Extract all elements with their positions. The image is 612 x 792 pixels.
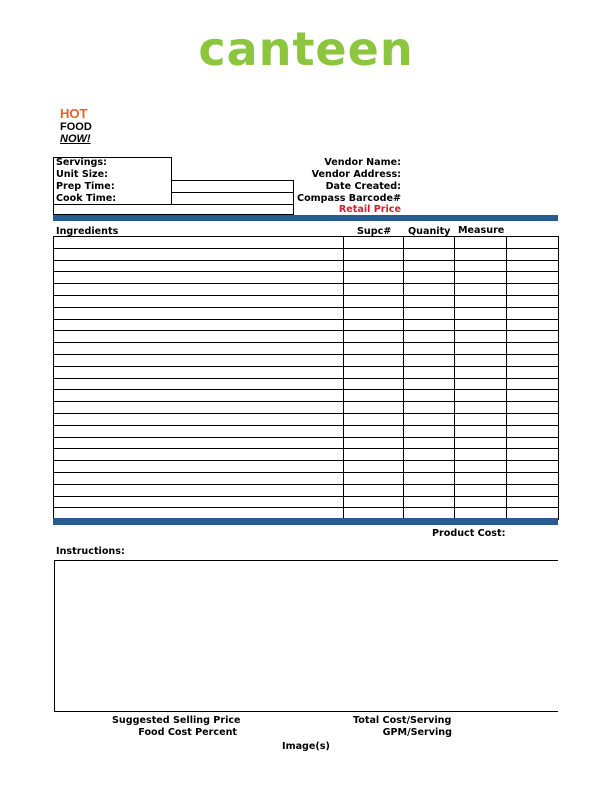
table-row (54, 425, 559, 437)
table-cell[interactable] (507, 378, 559, 390)
table-cell[interactable] (507, 425, 559, 437)
hot-food-logo-line-hot: HOT (60, 106, 88, 121)
table-cell[interactable] (344, 425, 404, 437)
compass-barcode-label: Compass Barcode# (297, 193, 401, 204)
vendor-name-label: Vendor Name: (324, 157, 401, 168)
table-cell[interactable] (404, 413, 455, 425)
table-cell[interactable] (404, 472, 455, 484)
table-row (54, 390, 559, 402)
table-cell[interactable] (344, 390, 404, 402)
table-cell[interactable] (344, 402, 404, 414)
table-cell[interactable] (507, 319, 559, 331)
table-row (54, 354, 559, 366)
measure-header: Measure (458, 225, 505, 236)
table-cell[interactable] (344, 260, 404, 272)
product-cost-label: Product Cost: (432, 528, 506, 539)
table-cell[interactable] (344, 378, 404, 390)
table-row (54, 343, 559, 355)
table-cell[interactable] (507, 496, 559, 508)
total-cost-serving-label: Total Cost/Serving (353, 715, 452, 726)
table-row (54, 260, 559, 272)
table-row (54, 248, 559, 260)
instructions-box[interactable] (54, 560, 558, 712)
table-cell[interactable] (344, 237, 404, 249)
unit-size-label: Unit Size: (56, 169, 108, 180)
table-cell[interactable] (404, 295, 455, 307)
table-cell[interactable] (404, 366, 455, 378)
table-cell[interactable] (344, 472, 404, 484)
table-cell[interactable] (54, 272, 344, 284)
table-cell[interactable] (344, 484, 404, 496)
table-cell[interactable] (404, 284, 455, 296)
suggested-selling-price-label: Suggested Selling Price (112, 715, 241, 726)
table-cell[interactable] (54, 331, 344, 343)
canteen-logo-text: canteen (198, 22, 414, 76)
ingredients-header: Ingredients (56, 226, 119, 237)
food-cost-percent-label: Food Cost Percent (138, 727, 237, 738)
table-cell[interactable] (507, 260, 559, 272)
table-row (54, 331, 559, 343)
table-cell[interactable] (455, 248, 507, 260)
table-cell[interactable] (404, 331, 455, 343)
table-cell[interactable] (507, 390, 559, 402)
table-cell[interactable] (455, 496, 507, 508)
header-blue-bar (53, 215, 558, 221)
table-cell[interactable] (404, 496, 455, 508)
instructions-label: Instructions: (56, 546, 125, 557)
table-cell[interactable] (54, 343, 344, 355)
table-cell[interactable] (455, 295, 507, 307)
table-row (54, 366, 559, 378)
table-cell[interactable] (455, 413, 507, 425)
table-cell[interactable] (54, 260, 344, 272)
table-cell[interactable] (54, 472, 344, 484)
table-cell[interactable] (54, 319, 344, 331)
table-cell[interactable] (455, 260, 507, 272)
table-row (54, 449, 559, 461)
vendor-address-label: Vendor Address: (311, 169, 401, 180)
table-cell[interactable] (507, 284, 559, 296)
table-cell[interactable] (455, 343, 507, 355)
table-cell[interactable] (455, 437, 507, 449)
table-cell[interactable] (507, 472, 559, 484)
table-cell[interactable] (404, 378, 455, 390)
table-cell[interactable] (54, 461, 344, 473)
hot-food-now-logo (60, 108, 100, 150)
table-cell[interactable] (455, 319, 507, 331)
table-cell[interactable] (404, 272, 455, 284)
table-cell[interactable] (54, 366, 344, 378)
table-cell[interactable] (455, 237, 507, 249)
table-cell[interactable] (507, 413, 559, 425)
table-cell[interactable] (507, 295, 559, 307)
table-cell[interactable] (507, 331, 559, 343)
table-row (54, 496, 559, 508)
table-row (54, 307, 559, 319)
table-cell[interactable] (404, 425, 455, 437)
table-cell[interactable] (404, 248, 455, 260)
table-cell[interactable] (54, 295, 344, 307)
table-row (54, 284, 559, 296)
table-cell[interactable] (455, 484, 507, 496)
quantity-header: Quanity (408, 226, 451, 237)
table-cell[interactable] (455, 425, 507, 437)
table-cell[interactable] (344, 437, 404, 449)
table-cell[interactable] (54, 484, 344, 496)
table-cell[interactable] (455, 378, 507, 390)
table-cell[interactable] (54, 449, 344, 461)
table-cell[interactable] (344, 248, 404, 260)
table-cell[interactable] (54, 413, 344, 425)
table-cell[interactable] (404, 307, 455, 319)
table-cell[interactable] (404, 437, 455, 449)
hot-food-logo-line-food: FOOD (60, 121, 92, 133)
table-row (54, 272, 559, 284)
table-cell[interactable] (507, 461, 559, 473)
prep-cook-divider (171, 192, 294, 193)
retail-price-label: Retail Price (338, 204, 401, 215)
table-row (54, 413, 559, 425)
table-cell[interactable] (404, 461, 455, 473)
table-cell[interactable] (507, 484, 559, 496)
table-cell[interactable] (54, 425, 344, 437)
table-cell[interactable] (54, 437, 344, 449)
table-cell[interactable] (507, 449, 559, 461)
table-cell[interactable] (54, 402, 344, 414)
table-row (54, 378, 559, 390)
table-cell[interactable] (507, 237, 559, 249)
table-cell[interactable] (344, 307, 404, 319)
table-cell[interactable] (404, 390, 455, 402)
table-cell[interactable] (507, 402, 559, 414)
servings-label: Servings: (56, 157, 107, 168)
table-cell[interactable] (54, 378, 344, 390)
table-cell[interactable] (455, 272, 507, 284)
date-created-label: Date Created: (325, 181, 401, 192)
table-cell[interactable] (455, 449, 507, 461)
blank-field-box (53, 204, 294, 215)
table-row (54, 472, 559, 484)
table-row (54, 461, 559, 473)
supc-header: Supc# (357, 226, 392, 237)
table-cell[interactable] (54, 307, 344, 319)
table-cell[interactable] (455, 461, 507, 473)
table-cell[interactable] (404, 354, 455, 366)
gpm-serving-label: GPM/Serving (382, 727, 452, 738)
table-cell[interactable] (404, 484, 455, 496)
table-cell[interactable] (455, 354, 507, 366)
table-cell[interactable] (455, 402, 507, 414)
table-cell[interactable] (54, 284, 344, 296)
table-cell[interactable] (507, 248, 559, 260)
table-cell[interactable] (344, 413, 404, 425)
table-cell[interactable] (507, 366, 559, 378)
table-cell[interactable] (455, 390, 507, 402)
table-cell[interactable] (344, 331, 404, 343)
table-cell[interactable] (507, 437, 559, 449)
table-cell[interactable] (507, 272, 559, 284)
table-cell[interactable] (344, 449, 404, 461)
table-cell[interactable] (455, 331, 507, 343)
cook-time-label: Cook Time: (56, 193, 117, 204)
table-cell[interactable] (455, 472, 507, 484)
table-cell[interactable] (344, 319, 404, 331)
table-cell[interactable] (344, 496, 404, 508)
table-cell[interactable] (344, 272, 404, 284)
table-cell[interactable] (455, 284, 507, 296)
table-cell[interactable] (507, 354, 559, 366)
table-cell[interactable] (455, 366, 507, 378)
table-cell[interactable] (507, 307, 559, 319)
canteen-logo (0, 22, 612, 76)
table-cell[interactable] (344, 284, 404, 296)
table-row (54, 237, 559, 249)
table-cell[interactable] (455, 307, 507, 319)
table-row (54, 319, 559, 331)
table-cell[interactable] (507, 343, 559, 355)
table-cell[interactable] (344, 461, 404, 473)
table-cell[interactable] (54, 237, 344, 249)
table-cell[interactable] (404, 343, 455, 355)
table-cell[interactable] (404, 402, 455, 414)
table-cell[interactable] (54, 248, 344, 260)
table-row (54, 437, 559, 449)
table-cell[interactable] (404, 237, 455, 249)
table-cell[interactable] (404, 260, 455, 272)
table-cell[interactable] (404, 449, 455, 461)
prep-time-label: Prep Time: (56, 181, 115, 192)
table-cell[interactable] (344, 295, 404, 307)
table-cell[interactable] (344, 343, 404, 355)
table-cell[interactable] (54, 354, 344, 366)
table-cell[interactable] (54, 390, 344, 402)
table-row (54, 402, 559, 414)
hot-food-logo-line-now: NOW! (60, 133, 91, 145)
table-cell[interactable] (344, 366, 404, 378)
table-row (54, 295, 559, 307)
table-cell[interactable] (54, 496, 344, 508)
table-cell[interactable] (344, 354, 404, 366)
footer-blue-bar (53, 518, 558, 525)
images-label: Image(s) (282, 741, 330, 752)
ingredients-table (53, 236, 559, 520)
table-cell[interactable] (404, 319, 455, 331)
table-row (54, 484, 559, 496)
